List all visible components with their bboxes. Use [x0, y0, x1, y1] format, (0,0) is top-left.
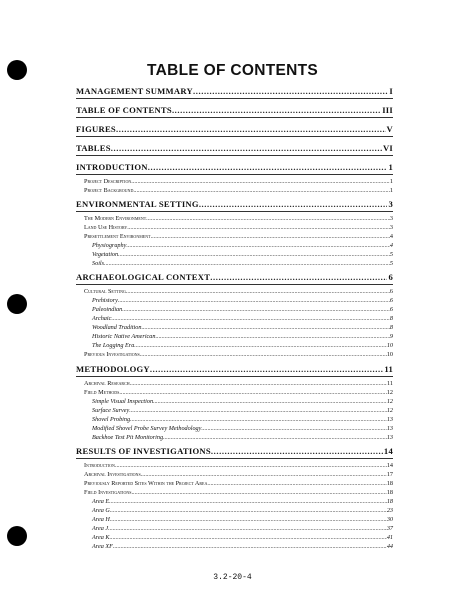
toc-label: Presettlement Environment — [84, 233, 151, 240]
toc-label: Area E — [92, 498, 110, 505]
toc-entry — [84, 480, 393, 487]
binder-hole-middle — [7, 294, 27, 314]
toc-entry — [92, 534, 393, 541]
toc-page: 4 — [389, 233, 393, 240]
toc-entry — [92, 260, 393, 267]
toc-entry — [92, 416, 393, 423]
toc-entry — [92, 407, 393, 414]
toc-entry — [92, 324, 393, 331]
toc-page: 1 — [389, 178, 393, 185]
toc-page: 6 — [389, 288, 393, 295]
toc-page: 44 — [386, 543, 393, 550]
toc-label: MANAGEMENT SUMMARY — [76, 86, 193, 96]
toc-entry — [76, 446, 393, 456]
toc-label: INTRODUCTION — [76, 162, 148, 172]
toc-label: Cultural Setting — [84, 288, 126, 295]
toc-page: 12 — [386, 389, 393, 396]
toc-label: ARCHAEOLOGICAL CONTEXT — [76, 272, 211, 282]
toc-label: Archaic — [92, 315, 112, 322]
toc-page: I — [389, 86, 393, 96]
toc-page: 9 — [389, 333, 393, 340]
toc-label: Area XF — [92, 543, 113, 550]
toc-label: The Logging Era — [92, 342, 135, 349]
toc-entry — [92, 434, 393, 441]
toc-label: Archival Investigations — [84, 471, 141, 478]
toc-label: Simple Visual Inspection — [92, 398, 154, 405]
toc-page: 12 — [386, 398, 393, 405]
toc-entry — [84, 389, 393, 396]
divider — [76, 458, 393, 459]
toc-page: 14 — [383, 446, 393, 456]
toc-page: 8 — [389, 315, 393, 322]
toc-page: 10 — [386, 342, 393, 349]
toc-label: Area J — [92, 525, 109, 532]
toc-page: V — [386, 124, 393, 134]
toc-entry — [84, 462, 393, 469]
toc-page: 1 — [389, 187, 393, 194]
toc-page: III — [382, 105, 393, 115]
toc-entry — [84, 187, 393, 194]
toc-label: Soils — [92, 260, 105, 267]
toc-label: TABLE OF CONTENTS — [76, 105, 172, 115]
toc-entry — [76, 105, 393, 115]
toc-page: 18 — [386, 489, 393, 496]
toc-entry — [92, 251, 393, 258]
toc-label: FIGURES — [76, 124, 116, 134]
toc-entry — [84, 224, 393, 231]
toc-label: Paleoindian — [92, 306, 123, 313]
toc-label: Land Use History — [84, 224, 128, 231]
toc-label: Project Description — [84, 178, 132, 185]
toc-page: 5 — [389, 251, 393, 258]
toc-page: 1 — [388, 162, 393, 172]
toc-label: Backhoe Test Pit Monitoring — [92, 434, 164, 441]
toc-page: 13 — [386, 425, 393, 432]
toc-entry — [84, 233, 393, 240]
toc-page: 3 — [388, 199, 393, 209]
toc-page: 13 — [386, 416, 393, 423]
toc-label: Field Investigations — [84, 489, 132, 496]
toc-label: Previous Investigations — [84, 351, 140, 358]
toc-entry — [84, 215, 393, 222]
toc-page: 23 — [386, 507, 393, 514]
toc-entry — [92, 425, 393, 432]
toc-entry — [84, 178, 393, 185]
toc-entry — [92, 398, 393, 405]
toc-entry — [76, 143, 393, 153]
toc-label: The Modern Environment — [84, 215, 147, 222]
toc-label: ENVIRONMENTAL SETTING — [76, 199, 199, 209]
toc-page: 6 — [389, 306, 393, 313]
toc-page: 5 — [389, 260, 393, 267]
toc-entry — [76, 272, 393, 282]
toc-label: Introduction — [84, 462, 115, 469]
page-number: 3.2-20-4 — [213, 573, 252, 582]
toc-entry — [92, 342, 393, 349]
toc-page: 13 — [386, 434, 393, 441]
toc-label: Prehistory — [92, 297, 118, 304]
toc-page: 17 — [386, 471, 393, 478]
divider — [76, 284, 393, 285]
divider — [76, 174, 393, 175]
toc-page: 11 — [387, 380, 393, 387]
toc-page: 12 — [386, 407, 393, 414]
toc-page: 30 — [386, 516, 393, 523]
toc-label: METHODOLOGY — [76, 364, 150, 374]
toc-page: 18 — [386, 480, 393, 487]
toc-entry — [92, 516, 393, 523]
toc-label: Field Methods — [84, 389, 120, 396]
toc-entry — [76, 162, 393, 172]
toc-entry — [76, 86, 393, 96]
toc-entry — [92, 543, 393, 550]
toc-page: VI — [382, 143, 393, 153]
toc-label: Project Background — [84, 187, 134, 194]
toc-label: Shovel Probing — [92, 416, 131, 423]
toc-label: TABLES — [76, 143, 111, 153]
toc-label: Archival Research — [84, 380, 130, 387]
toc-page: 3 — [389, 224, 393, 231]
toc-entry — [76, 364, 393, 374]
toc-page: 18 — [386, 498, 393, 505]
toc-page: 14 — [386, 462, 393, 469]
toc-entry — [84, 380, 393, 387]
toc-page: 6 — [388, 272, 393, 282]
toc-page: 11 — [384, 364, 393, 374]
toc-entry — [92, 315, 393, 322]
toc-label: Area G — [92, 507, 110, 514]
toc-page: 41 — [386, 534, 393, 541]
toc-entry — [92, 242, 393, 249]
toc-entry — [84, 288, 393, 295]
toc-label: Vegetation — [92, 251, 119, 258]
toc-page: 37 — [386, 525, 393, 532]
toc-entry — [92, 498, 393, 505]
toc-label: RESULTS OF INVESTIGATIONS — [76, 446, 211, 456]
toc-entry — [92, 525, 393, 532]
toc-label: Historic Native American — [92, 333, 156, 340]
divider — [76, 211, 393, 212]
toc-label: Previously Reported Sites Within the Project Area — [84, 480, 208, 487]
toc-page: 10 — [386, 351, 393, 358]
toc-page: 4 — [389, 242, 393, 249]
binder-hole-bottom — [7, 526, 27, 546]
divider — [76, 136, 393, 137]
toc-entry — [92, 333, 393, 340]
toc-entry — [92, 306, 393, 313]
toc-label: Physiography — [92, 242, 127, 249]
toc-entry — [76, 199, 393, 209]
toc-entry — [76, 124, 393, 134]
page-title: TABLE OF CONTENTS — [147, 62, 318, 79]
toc-label: Area K — [92, 534, 110, 541]
toc-label: Modified Shovel Probe Survey Methodology — [92, 425, 202, 432]
divider — [76, 155, 393, 156]
divider — [76, 117, 393, 118]
toc-page: 3 — [389, 215, 393, 222]
toc-entry — [84, 489, 393, 496]
toc-label: Woodland Tradition — [92, 324, 142, 331]
toc-page: 8 — [389, 324, 393, 331]
toc-entry — [92, 297, 393, 304]
divider — [76, 376, 393, 377]
toc-entry — [92, 507, 393, 514]
toc-entry — [84, 471, 393, 478]
divider — [76, 98, 393, 99]
toc-label: Surface Survey — [92, 407, 130, 414]
toc-entry — [84, 351, 393, 358]
toc-page: 6 — [389, 297, 393, 304]
toc-label: Area H — [92, 516, 110, 523]
